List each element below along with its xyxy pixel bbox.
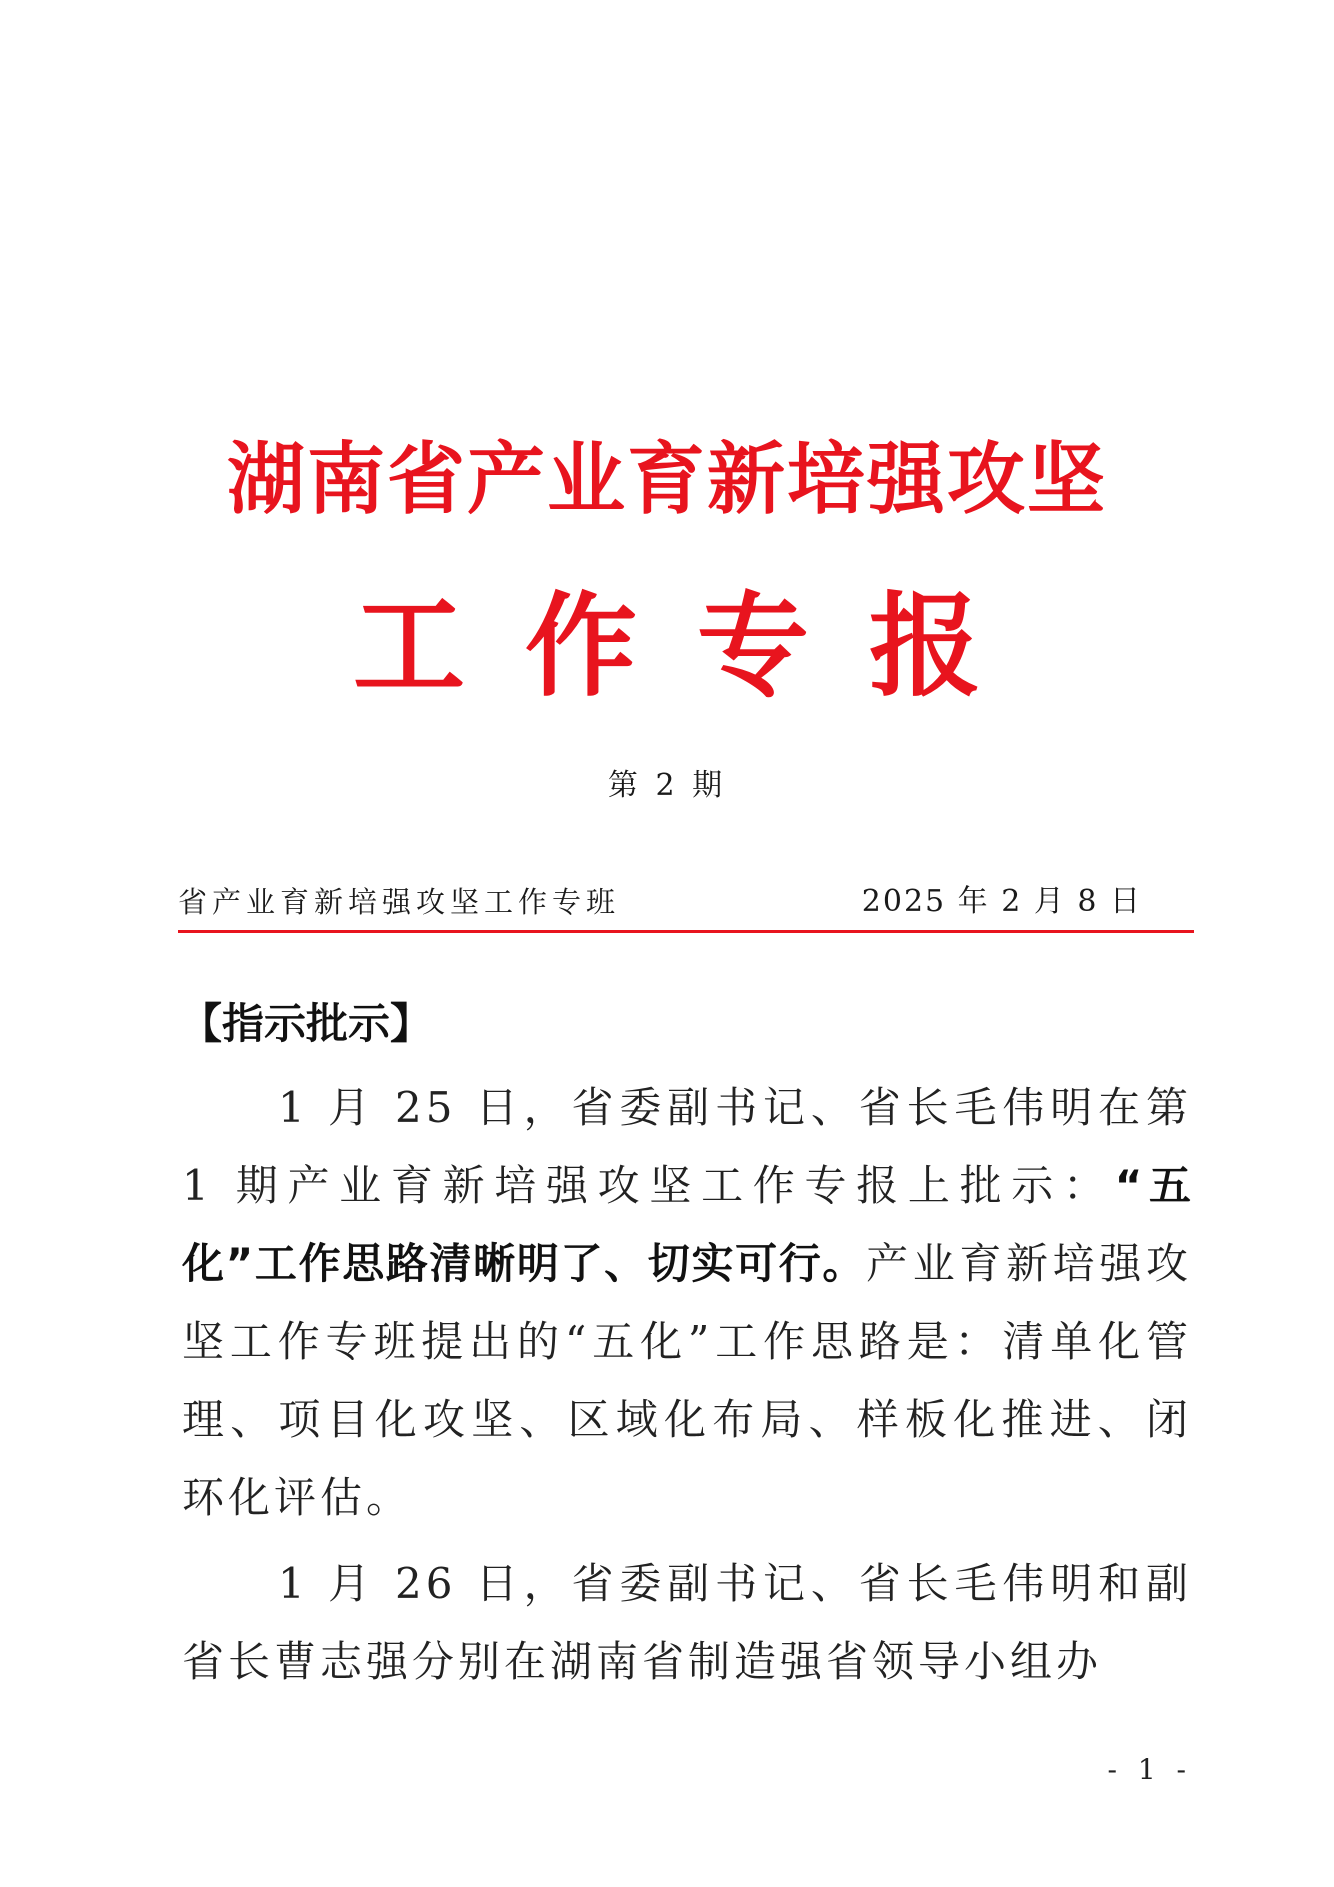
issuer: 省产业育新培强攻坚工作专班 [178, 885, 621, 919]
paragraph-1 [182, 1069, 1192, 1537]
masthead-title: 湖南省产业育新培强攻坚 [226, 434, 1107, 525]
masthead-subtitle: 工作专报 [353, 581, 1041, 712]
paragraph-2-text: 1 月 26 日，省委副书记、省长毛伟明和副省长曹志强分别在湖南省制造强省领导小组办 [182, 1559, 1192, 1686]
page-number: - 1 - [1107, 1753, 1192, 1786]
paragraph-1-rest: 产业育新培强攻坚工作专班提出的“五化”工作思路是：清单化管理、项目化攻坚、区域化布局、样板化推进、闭环化评估。 [182, 1239, 1192, 1522]
paragraph-1-emphasis: “五化”工作思路清晰明了、切实可行。 [182, 1161, 1192, 1288]
paragraph-2 [182, 1545, 1192, 1701]
red-divider-line [178, 930, 1194, 933]
section-heading: 【指示批示】 [180, 999, 433, 1048]
issue-date: 2025 年 2 月 8 日 [861, 884, 1142, 919]
issue-number: 第 2 期 [607, 768, 727, 803]
paragraph-1-lead: 1 月 25 日，省委副书记、省长毛伟明在第 1 期产业育新培强攻坚工作专报上批示： [182, 1083, 1192, 1210]
document-info-row [178, 880, 1194, 924]
